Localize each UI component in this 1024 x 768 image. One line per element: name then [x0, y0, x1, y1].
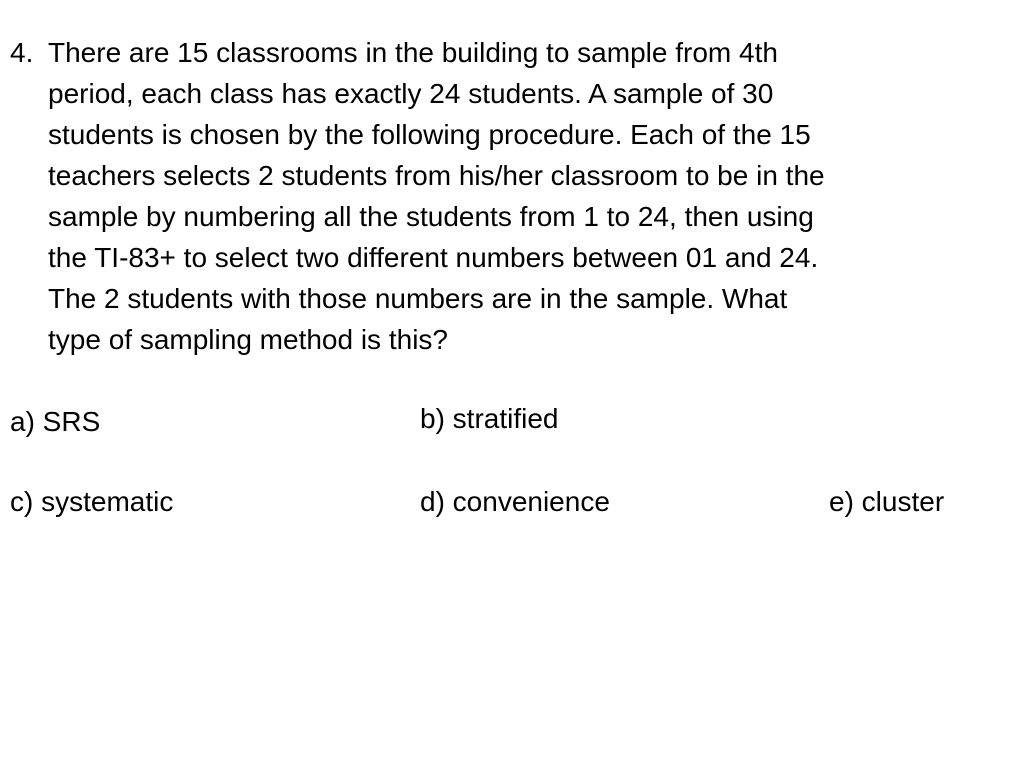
question-line: type of sampling method is this? — [48, 324, 448, 355]
question-line: period, each class has exactly 24 students. A sample of 30 — [48, 78, 774, 109]
question-line: the TI-83+ to select two different numbers between 01 and 24. — [48, 242, 819, 273]
question-block — [10, 32, 1010, 360]
question-number: 4. — [10, 37, 34, 68]
question-line: sample by numbering all the students from 1 to 24, then using — [48, 201, 814, 232]
question-line: teachers selects 2 students from his/her classroom to be in the — [48, 160, 825, 191]
question-line: There are 15 classrooms in the building to sample from 4th — [48, 37, 778, 68]
answer-option-c: c) systematic — [10, 486, 174, 517]
question-text — [48, 32, 1010, 360]
answer-option-d: d) convenience — [420, 486, 610, 517]
answer-option-a: a) SRS — [10, 406, 101, 437]
question-line: students is chosen by the following procedure. Each of the 15 — [48, 119, 811, 150]
answer-option-e: e) cluster — [829, 486, 945, 517]
question-line: The 2 students with those numbers are in the sample. What — [48, 283, 788, 314]
answer-option-b: b) stratified — [420, 403, 559, 434]
